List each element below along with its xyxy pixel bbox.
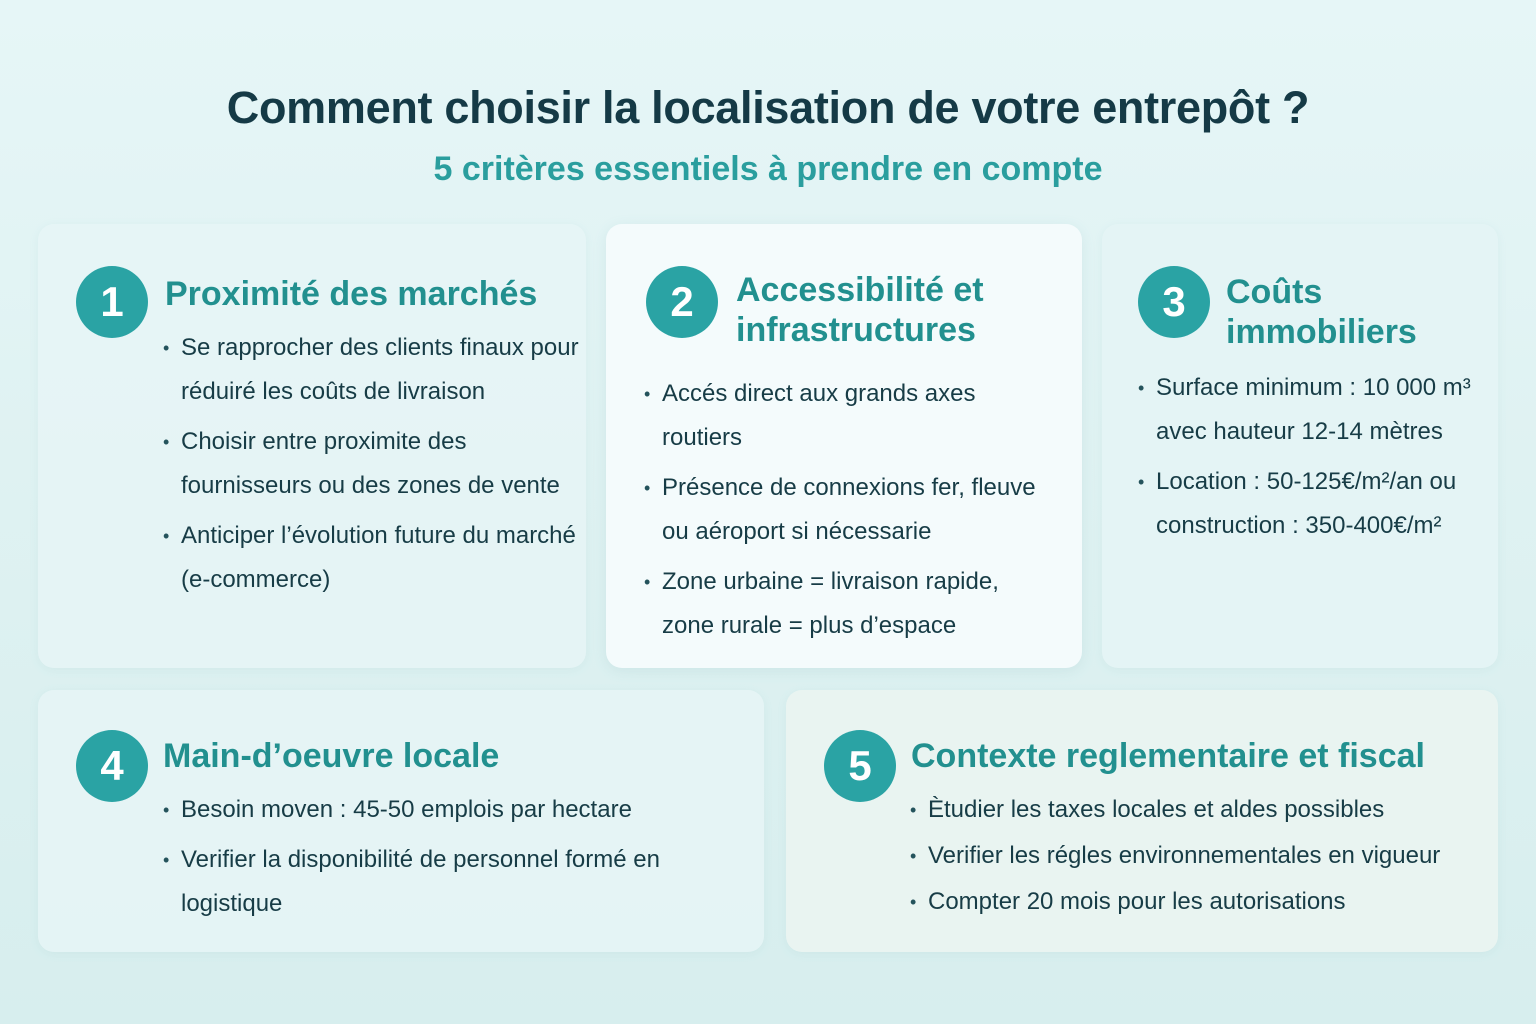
bullet-item: • Surface minimum : 10 000 m³ avec hauteur 12-14 mètres [1138,366,1478,454]
number-badge-4: 4 [76,730,148,802]
number-badge-1: 1 [76,266,148,338]
number-badge-5: 5 [824,730,896,802]
criterion-bullets-5 [910,790,1490,922]
bullet-item: • Présence de connexions fer, fleuve ou aéroport si nécessarie [644,466,1044,554]
criterion-bullets-1 [163,326,588,602]
criterion-card-5 [786,690,1498,952]
criterion-bullets-4 [163,788,723,926]
bullet-item: • Besoin moven : 45-50 emplois par hectare [163,788,723,832]
bullet-item: • Verifier les régles environnementales en vigueur [910,836,1490,876]
number-badge-2: 2 [646,266,718,338]
criterion-title-4: Main-d’oeuvre locale [163,737,500,775]
bullet-item: • Zone urbaine = livraison rapide, zone rurale = plus d’espace [644,560,1044,648]
bullet-item: • Se rapprocher des clients finaux pour réduiré les coûts de livraison [163,326,588,414]
bullet-item: • Choisir entre proximite des fournisseurs ou des zones de vente [163,420,588,508]
criterion-card-1 [38,224,586,668]
criterion-title-2: Accessibilité et infrastructures [736,271,984,349]
criterion-title-3: Coûts immobiliers [1226,273,1417,351]
criterion-card-4 [38,690,764,952]
bullet-item: • Anticiper l’évolution future du marché (e-commerce) [163,514,588,602]
page-title: Comment choisir la localisation de votre entrepôt ? [226,82,1310,133]
bullet-item: • Verifier la disponibilité de personnel formé en logistique [163,838,723,926]
criterion-bullets-3 [1138,366,1478,548]
criterion-card-2 [606,224,1082,668]
criterion-card-3 [1102,224,1498,668]
number-badge-3: 3 [1138,266,1210,338]
criterion-title-5: Contexte reglementaire et fiscal [911,737,1425,775]
header [0,78,1536,198]
criterion-title-1: Proximité des marchés [165,275,538,313]
criterion-bullets-2 [644,372,1044,648]
bullet-item: • Accés direct aux grands axes routiers [644,372,1044,460]
bullet-item: • Compter 20 mois pour les autorisations [910,882,1490,922]
bullet-item: • Ètudier les taxes locales et aldes possibles [910,790,1490,830]
page-subtitle: 5 critères essentiels à prendre en compte [433,150,1103,188]
bullet-item: • Location : 50-125€/m²/an ou construction : 350-400€/m² [1138,460,1478,548]
